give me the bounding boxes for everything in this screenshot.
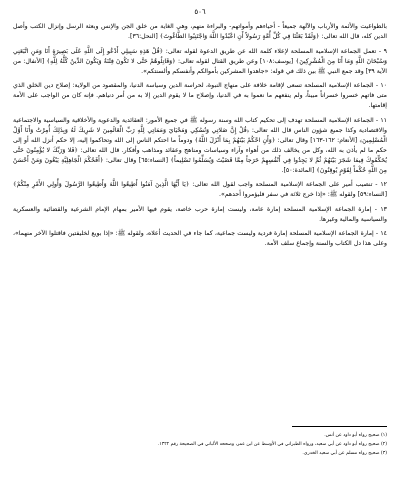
- footnote-3: (٣) صحيح رواه مسلم عن أبي سعيد الخدري.: [302, 451, 387, 456]
- paragraph-9: ٩ - تعمل الجماعة الإسلامية المسلحة لإعلاء كلمة الله عن طريق الدعوة لقوله تعالى: ﴿قُلْ هَذِهِ سَبِيلِي أَدْعُو إِلَى اللَّهِ عَلَى بَصِيرَةٍ أَنَا وَمَنِ اتَّبَعَنِي وَسُبْحَانَ اللَّهِ وَمَا أَنَا مِنَ الْمُشْرِكِينَ﴾ [يوسف:١٠٨] وعن طريق القتال لقوله تعالى: ﴿وَقَاتِلُوهُمْ حَتَّى لا تَكُونَ فِتْنَةٌ وَيَكُونَ الدِّينُ كُلُّهُ لِلَّهِ﴾ [الأنفال: من الآية ٣٩] وقد جمع النبي ﷺ بين ذلك في قوله: «جاهدوا المشركين بأموالكم وأنفسكم وألسنتكم».: [13, 47, 388, 75]
- page-number: ٥٠٦: [194, 8, 206, 16]
- footnotes: [87, 431, 387, 458]
- paragraph-10: ١٠ - الجماعة الإسلامية المسلحة تسعى لإقامة خلافة على منهاج النبوة، لحراسة الدين وسياسة الدنيا، والمقصود من الولاية: إصلاح دين الخلق الذي متى فاتهم خسروا خسراناً مبيناً، ولم ينفعهم ما نعموا به في الدنيا، وإصلاح ما لا يقوم الدين إلا به من أمر دنياهم. فإنه كان من الواجب على الأمة إقامتها.: [13, 82, 387, 109]
- footnote-divider: [292, 426, 387, 427]
- paragraph-13: ١٣ - إمارة الجماعة الإسلامية المسلحة إمارة عامة، وليست إمارة حرب خاصة، يقوم فيها الأمير بمهام الإمام الشرعية والقضائية والعسكرية والسياسية والمالية وغيرها.: [13, 205, 387, 223]
- document-body: [13, 22, 387, 254]
- paragraph-14: ١٤ - إمارة الجماعة الإسلامية المسلحة إمارة فردية وليست جماعية، كما جاء في الحديث أعلاه، ولقوله ﷺ: «إذا بويع لخليفتين فاقتلوا الآخر منهما»، وعلى هذا دل الكتاب والسنة وإجماع سلف الأمة.: [13, 230, 387, 247]
- paragraph-11: ١١ - الجماعة الإسلامية المسلحة تهدف إلى تحكيم كتاب الله وسنة رسوله ﷺ في جميع الأمور: العقائدية والدعوية والأخلاقية والسياسية والاجتماعية والاقتصادية وكذا جميع شؤون الناس قال الله تعالى: ﴿قُلْ إِنَّ صَلاتِي وَنُسُكِي وَمَحْيَايَ وَمَمَاتِي لِلَّهِ رَبِّ الْعَالَمِينَ لا شَرِيكَ لَهُ وَبِذَلِكَ أُمِرْتُ وَأَنَا أَوَّلُ الْمُسْلِمِينَ﴾ [الأنعام: ١٦٢-١٦٣] وقال تعالى: ﴿وَأَنِ احْكُمْ بَيْنَهُمْ بِمَا أَنْزَلَ اللَّهُ﴾ ودوماً ما احتكم الناس إلى الله وتحاكموا إليه، إلا حكم أنزل الله أو إلى حكم ما لم يأذن به الله، وكل من يخالف ذلك من أهواء وآراء وسياسات ومناهج وعقائد ومذاهب وأفكار. قال الله تعالى: ﴿فَلا وَرَبِّكَ لا يُؤْمِنُونَ حَتَّى يُحَكِّمُوكَ فِيمَا شَجَرَ بَيْنَهُمْ ثُمَّ لا يَجِدُوا فِي أَنْفُسِهِمْ حَرَجاً مِمَّا قَضَيْتَ وَيُسَلِّمُوا تَسْلِيماً﴾ [النساء:٦٥] وقال تعالى: ﴿أَفَحُكْمَ الْجَاهِلِيَّةِ يَبْغُونَ وَمَنْ أَحْسَنُ مِنَ اللَّهِ حُكْماً لِقَوْمٍ يُوقِنُونَ﴾ [المائدة:٥٠].: [13, 116, 388, 174]
- paragraph-intro: بالطواغيت والأئمة والأرباب والآلهة جميعاً - أحياءهم وأمواتهم- والبراءة منهم، وهي الغاية من خلق الجن والإنس وبعثة الرسل وإنزال الكتب وأصل الدين كله، قال الله تعالى: ﴿وَلَقَدْ بَعَثْنَا فِي كُلِّ أُمَّةٍ رَسُولاً أَنِ اعْبُدُوا اللَّهَ وَاجْتَنِبُوا الطَّاغُوتَ﴾ [النحل:٣٦].: [13, 23, 387, 40]
- footnote-1: (١) صحيح رواه أبو داود عن أنس.: [324, 433, 387, 438]
- paragraph-12: ١٢ - تنصيب أمير على الجماعة الإسلامية المسلحة واجب لقول الله تعالى: ﴿يَا أَيُّهَا الَّذِينَ آمَنُوا أَطِيعُوا اللَّهَ وَأَطِيعُوا الرَّسُولَ وَأُولِي الأَمْرِ مِنْكُمْ﴾ [النساء:٥٩] ولقوله ﷺ: «إذا خرج ثلاثة في سفر فليؤمروا أحدهم».: [13, 181, 387, 198]
- footnote-2: (٢) صحيح رواه أبو داود عن أبي سعيد، ورواه الطبراني في الأوسط عن ابن عمر، وصححه الألباني في الصحيحة رقم ١٣٢٢.: [157, 442, 387, 447]
